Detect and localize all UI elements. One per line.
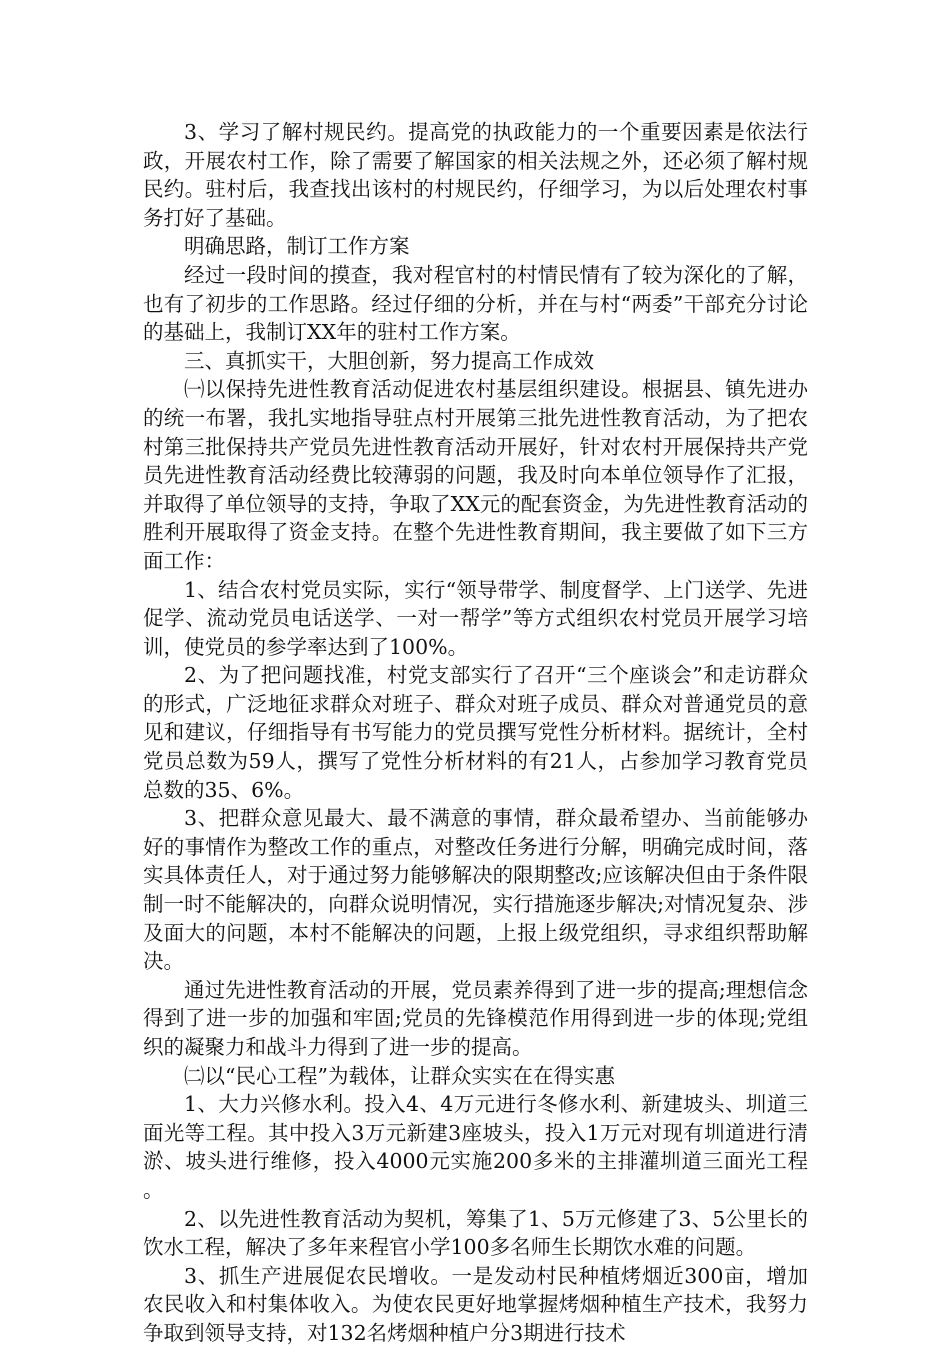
paragraph-water-conservancy: 1、大力兴修水利。投入4、4万元进行冬修水利、新建坡头、圳道三面光等工程。其中投入3万元新建3座坡头，投入1万元对现有圳道进行清淤、坡头进行维修，投入4000元实施200多米的主排灌圳道三面光工程。 bbox=[143, 1092, 808, 1202]
paragraph-rectification: 3、把群众意见最大、最不满意的事情，群众最希望办、当前能够办好的事情作为整改工作的重点，对整改任务进行分解，明确完成时间，落实具体责任人，对于通过努力能够解决的限期整改;应该解决但由于条件限制一时不能解决的，向群众说明情况，实行措施逐步解决;对情况复杂、涉及面大的问题，本村不能解决的问题，上报上级党组织，寻求组织帮助解决。 bbox=[143, 806, 808, 974]
heading-clear-thinking: 明确思路，制订工作方案 bbox=[184, 234, 410, 259]
paragraph-study-training: 1、结合农村党员实际，实行“领导带学、制度督学、上门送学、先进促学、流动党员电话送学、一对一帮学”等方式组织农村党员开展学习培训，使党员的参学率达到了100%。 bbox=[143, 577, 808, 659]
heading-people-project: ㈡以“民心工程”为载体，让群众实实在在得实惠 bbox=[184, 1063, 615, 1088]
paragraph-find-problems: 2、为了把问题找准，村党支部实行了召开“三个座谈会”和走访群众的形式，广泛地征求群众对班子、群众对班子成员、群众对普通党员的意见和建议，仔细指导有书写能力的党员撰写党性分析材料。据统计，全村党员总数为59人，撰写了党性分析材料的有21人，占参加学习教育党员总数的35、6%。 bbox=[143, 663, 808, 802]
paragraph-drinking-water: 2、以先进性教育活动为契机，筹集了1、5万元修建了3、5公里长的饮水工程，解决了多年来程官小学100多名师生长期饮水难的问题。 bbox=[143, 1206, 808, 1260]
paragraph-education-results: 通过先进性教育活动的开展，党员素养得到了进一步的提高;理想信念得到了进一步的加强和牢固;党员的先锋模范作用得到进一步的体现;党组织的凝聚力和战斗力得到了进一步的提高。 bbox=[143, 977, 808, 1059]
paragraph-work-plan: 经过一段时间的摸查，我对程官村的村情民情有了较为深化的了解，也有了初步的工作思路。经过仔细的分析，并在与村“两委”干部充分讨论的基础上，我制订XX年的驻村工作方案。 bbox=[143, 262, 808, 345]
heading-section-three: 三、真抓实干，大胆创新，努力提高工作成效 bbox=[184, 348, 594, 373]
paragraph-production: 3、抓生产进展促农民增收。一是发动村民种植烤烟近300亩，增加农民收入和村集体收入。为使农民更好地掌握烤烟种植生产技术，我努力争取到领导支持，对132名烤烟种植户分3期进行技术 bbox=[143, 1263, 808, 1345]
paragraph-advanced-education: ㈠以保持先进性教育活动促进农村基层组织建设。根据县、镇先进办的统一布署，我扎实地指导驻点村开展第三批先进性教育活动，为了把农村第三批保持共产党员先进性教育活动开展好，针对农村开展保持共产党员先进性教育活动经费比较薄弱的问题，我及时向本单位领导作了汇报，并取得了单位领导的支持，争取了XX元的配套资金，为先进性教育活动的胜利开展取得了资金支持。在整个先进性教育期间，我主要做了如下三方面工作： bbox=[143, 377, 808, 573]
document-body bbox=[143, 118, 808, 1348]
paragraph-village-rules: 3、学习了解村规民约。提高党的执政能力的一个重要因素是依法行政，开展农村工作，除了需要了解国家的相关法规之外，还必须了解村规民约。驻村后，我查找出该村的村规民约，仔细学习，为以后处理农村事务打好了基础。 bbox=[143, 120, 808, 230]
